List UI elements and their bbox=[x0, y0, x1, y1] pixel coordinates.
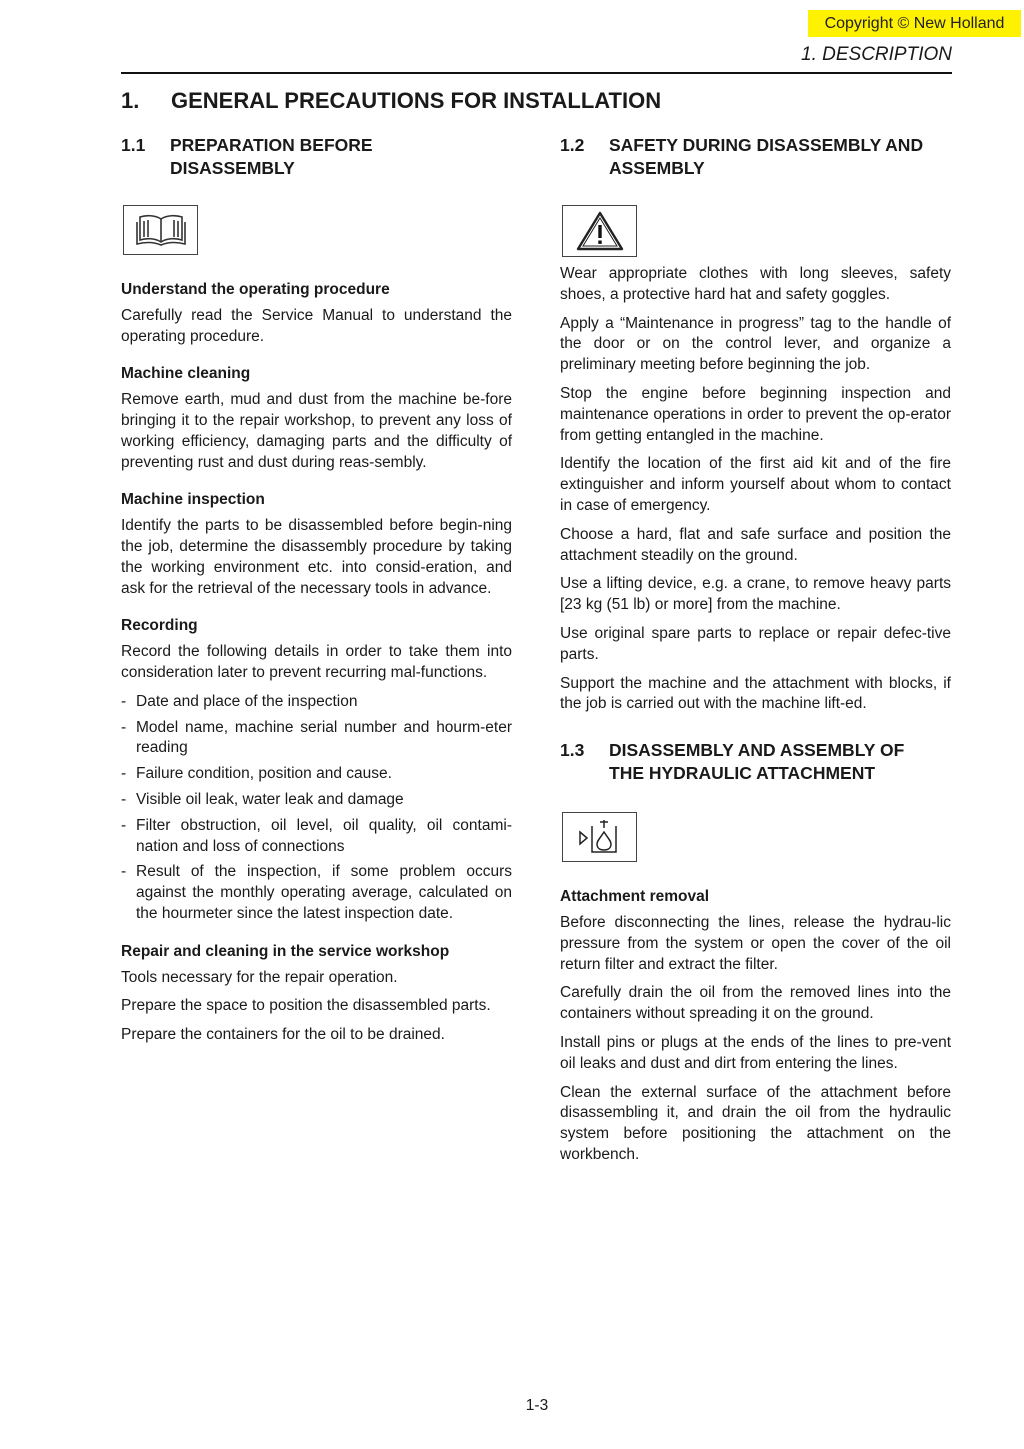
block-label: Machine cleaning bbox=[121, 365, 251, 383]
paragraph: Wear appropriate clothes with long sleeves, safety shoes, a protective hard hat and safety goggles. bbox=[560, 265, 951, 303]
list-item: - Date and place of the inspection bbox=[121, 692, 512, 713]
heading-line: PREPARATION BEFORE bbox=[170, 135, 373, 155]
heading-text bbox=[609, 134, 923, 180]
copyright-notice: Copyright © New Holland bbox=[808, 10, 1021, 37]
paragraph: Support the machine and the attachment with blocks, if the job is carried out with the machine lift-ed. bbox=[560, 674, 951, 713]
paragraph: Install pins or plugs at the ends of the lines to pre-vent oil leaks and dust and dirt from entering the lines. bbox=[560, 1033, 951, 1072]
paragraph: Clean the external surface of the attachment before disassembling it, and drain the oil from the hydraulic system before positioning the attachment on the workbench. bbox=[560, 1083, 951, 1163]
block-label: Repair and cleaning in the service workshop bbox=[121, 942, 450, 960]
paragraph: Carefully read the Service Manual to understand the operating procedure. bbox=[121, 306, 512, 345]
heading-text bbox=[170, 134, 373, 180]
list-item: - Model name, machine serial number and hourm-eter reading bbox=[121, 718, 512, 760]
section-heading-1-2 bbox=[560, 134, 951, 180]
paragraph: Identify the location of the first aid kit and of the fire extinguisher and inform yourself about whom to contact in case of emergency. bbox=[560, 455, 951, 514]
paragraph: Remove earth, mud and dust from the machine be-fore bringing it to the repair workshop, to prevent any loss of working efficiency, damaging parts and the difficulty of preventing rust and dust during reas-sembly. bbox=[121, 391, 512, 471]
paragraph: Before disconnecting the lines, release the hydrau-lic pressure from the system or open the cover of the oil return filter and extract the filter. bbox=[560, 913, 951, 973]
heading-number: 1.2 bbox=[560, 135, 585, 155]
recording-list bbox=[121, 692, 512, 925]
paragraph: Apply a “Maintenance in progress” tag to the handle of the door or on the control lever, and organize a preliminary meeting before beginning the job. bbox=[560, 314, 951, 374]
page-number: 1-3 bbox=[525, 1397, 549, 1414]
heading-line: THE HYDRAULIC ATTACHMENT bbox=[609, 763, 876, 784]
block-recording bbox=[121, 616, 512, 924]
heading-line: DISASSEMBLY bbox=[170, 158, 295, 178]
heading-number: 1.3 bbox=[560, 740, 585, 761]
block-repair-cleaning bbox=[121, 942, 512, 1046]
list-item: - Result of the inspection, if some problem occurs against the monthly operating average, calculated on the hourmeter since the latest inspection date. bbox=[121, 862, 512, 924]
block-label: Recording bbox=[121, 617, 198, 635]
paragraph: Prepare the containers for the oil to be drained. bbox=[121, 1026, 445, 1044]
paragraph: Use a lifting device, e.g. a crane, to remove heavy parts [23 kg (51 lb) or more] from the machine. bbox=[560, 575, 951, 614]
paragraph: Stop the engine before beginning inspection and maintenance operations in order to prevent the op-erator from getting entangled in the machine. bbox=[560, 384, 951, 444]
right-column bbox=[560, 134, 951, 1174]
warning-triangle-icon bbox=[562, 205, 637, 257]
hydraulic-tank-icon bbox=[562, 812, 637, 862]
open-book-icon bbox=[123, 205, 198, 255]
paragraph: Record the following details in order to take them into consideration later to prevent recurring mal-functions. bbox=[121, 643, 512, 681]
page-title bbox=[121, 88, 661, 114]
heading-line: SAFETY DURING DISASSEMBLY AND bbox=[609, 135, 924, 155]
block-label: Attachment removal bbox=[560, 888, 710, 906]
block-understand bbox=[121, 280, 512, 347]
heading-number: 1.1 bbox=[121, 135, 146, 155]
header-rule bbox=[121, 72, 952, 74]
page-title-text: GENERAL PRECAUTIONS FOR INSTALLATION bbox=[171, 88, 662, 113]
left-column bbox=[121, 134, 512, 1054]
running-header-section: 1. DESCRIPTION bbox=[801, 44, 952, 65]
heading-text bbox=[609, 739, 904, 785]
heading-line: DISASSEMBLY AND ASSEMBLY OF bbox=[609, 740, 905, 761]
paragraph: Carefully drain the oil from the removed lines into the containers without spreading it on the ground. bbox=[560, 984, 951, 1023]
paragraph: Identify the parts to be disassembled before begin-ning the job, determine the disassembly procedure by taking the working environment etc. into consid-eration, and ask for the retrieval of the necessary tools in advance. bbox=[121, 517, 512, 597]
list-item: - Visible oil leak, water leak and damage bbox=[121, 790, 512, 811]
paragraph: Choose a hard, flat and safe surface and position the attachment steadily on the ground. bbox=[560, 525, 951, 564]
list-item: - Filter obstruction, oil level, oil quality, oil contami-nation and loss of connections bbox=[121, 816, 512, 858]
block-label: Understand the operating procedure bbox=[121, 281, 390, 298]
paragraph: Use original spare parts to replace or repair defec-tive parts. bbox=[560, 624, 951, 663]
block-machine-cleaning bbox=[121, 364, 512, 473]
paragraph: Prepare the space to position the disassembled parts. bbox=[121, 997, 491, 1015]
paragraph: Tools necessary for the repair operation. bbox=[121, 968, 398, 986]
list-item: - Failure condition, position and cause. bbox=[121, 764, 512, 785]
page-title-number: 1. bbox=[121, 88, 140, 113]
safety-paragraphs bbox=[560, 264, 951, 715]
block-label: Machine inspection bbox=[121, 491, 265, 509]
section-heading-1-3 bbox=[560, 739, 951, 785]
heading-line: ASSEMBLY bbox=[609, 158, 705, 178]
block-machine-inspection bbox=[121, 490, 512, 599]
block-attachment-removal bbox=[560, 887, 951, 1166]
section-heading-1-1 bbox=[121, 134, 512, 180]
